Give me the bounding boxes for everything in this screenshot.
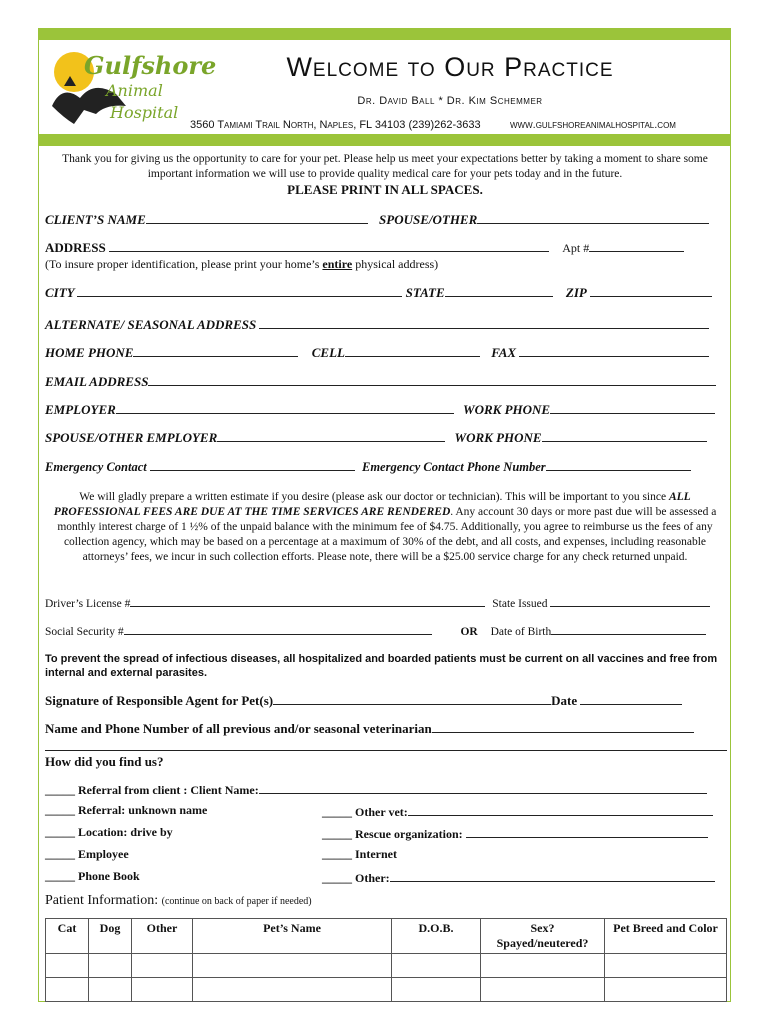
dob-field[interactable]: [551, 622, 706, 635]
col-other: Other: [132, 919, 193, 954]
table-row: [46, 978, 727, 1002]
license-label: Driver’s License #: [45, 598, 131, 610]
page-title: Welcome to Our Practice: [286, 52, 614, 82]
cell-field[interactable]: [345, 344, 480, 357]
col-dog: Dog: [89, 919, 132, 954]
or-label: OR: [460, 626, 478, 638]
spouse-employer-field[interactable]: [217, 429, 445, 442]
signature-label: Signature of Responsible Agent for Pet(s): [45, 693, 274, 708]
logo-word-3: Hospital: [110, 103, 179, 122]
emergency-phone-field[interactable]: [546, 458, 691, 471]
home-phone-field[interactable]: [133, 344, 298, 357]
practice-address: 3560 Tamiami Trail North, Naples, FL 34103 (239)262-3633: [190, 119, 481, 131]
location-row: [45, 825, 173, 840]
state-issued-field[interactable]: [550, 594, 710, 607]
vaccine-notice: To prevent the spread of infectious diseases, all hospitalized and boarded patients must be current on all vaccines and free from internal and external parasites.: [45, 653, 718, 679]
cell[interactable]: [132, 978, 193, 1002]
cell[interactable]: [605, 954, 727, 978]
spouse-employer-row: [45, 429, 725, 446]
date-label: Date: [551, 693, 578, 708]
dob-label: Date of Birth: [490, 626, 552, 638]
prev-vet-field-2[interactable]: [45, 738, 727, 751]
cell[interactable]: [193, 954, 392, 978]
rescue-row: [322, 825, 708, 842]
checkbox-location[interactable]: _____: [45, 825, 75, 839]
state-label: STATE: [405, 285, 445, 300]
date-field[interactable]: [580, 692, 682, 705]
city-row: [45, 284, 725, 301]
estimate-paragraph: [45, 490, 725, 565]
checkbox-other-vet[interactable]: _____: [322, 805, 352, 819]
prev-vet-row: [45, 720, 694, 737]
work-phone2-field[interactable]: [542, 429, 707, 442]
found-us-question: How did you find us?: [45, 754, 164, 769]
cell-label: CELL: [311, 345, 345, 360]
spouse-field[interactable]: [477, 211, 709, 224]
phone-book-row: [45, 869, 140, 884]
state-issued-label: State Issued: [492, 598, 548, 610]
emergency-contact-label: Emergency Contact: [45, 460, 147, 474]
patient-info-title: Patient Information:: [45, 893, 159, 908]
address-row: [45, 239, 725, 256]
other-field[interactable]: [390, 869, 715, 882]
work-phone-label: WORK PHONE: [463, 402, 551, 417]
client-name-row: [45, 211, 725, 228]
signature-row: [45, 692, 682, 709]
header-green-bar: [38, 134, 731, 146]
address-note-emphasis: entire: [322, 257, 353, 271]
estimate-text-c: . Any account 30 days or more past due will be assessed a monthly interest charge of 1 ½% of the unpaid balance with the minimum fee of $4.75. Additionally, you agree to reimburse us the fees of any collection agency, which may be based on a percentage at a maximum of 30% of the debt, and all costs, and expenses, including reasonable attorneys’ fees, we incur in such collection efforts. Please note, there will be a $25.00 service charge for any check returned unpaid.: [57, 506, 717, 563]
referral-unknown-row: [45, 803, 207, 818]
patient-info-note: (continue on back of paper if needed): [161, 896, 312, 907]
emergency-row: [45, 458, 725, 475]
checkbox-internet[interactable]: _____: [322, 847, 352, 861]
doctors-line: Dr. David Ball * Dr. Kim Schemmer: [357, 95, 543, 107]
col-pet-name: Pet’s Name: [193, 919, 392, 954]
ssn-row: [45, 622, 706, 638]
signature-field[interactable]: [273, 692, 551, 705]
cell[interactable]: [481, 954, 605, 978]
cell[interactable]: [392, 954, 481, 978]
phone-book-label: Phone Book: [78, 869, 140, 883]
city-label: CITY: [45, 285, 75, 300]
other-vet-label: Other vet:: [355, 805, 408, 819]
address-note-pre: (To insure proper identification, please print your home’s: [45, 257, 323, 271]
license-field[interactable]: [130, 594, 485, 607]
rescue-label: Rescue organization:: [355, 827, 463, 841]
cell[interactable]: [46, 954, 89, 978]
checkbox-employee[interactable]: _____: [45, 847, 75, 861]
other-vet-row: [322, 803, 713, 820]
client-name-label: CLIENT’S NAME: [45, 212, 146, 227]
alternate-address-label: ALTERNATE/ SEASONAL ADDRESS: [45, 317, 257, 332]
col-cat: Cat: [46, 919, 89, 954]
cell[interactable]: [89, 978, 132, 1002]
zip-label: ZIP: [565, 285, 587, 300]
address-field[interactable]: [109, 239, 549, 252]
emergency-phone-label: Emergency Contact Phone Number: [361, 460, 546, 474]
logo-word-1: Gulfshore: [84, 51, 217, 80]
checkbox-rescue[interactable]: _____: [322, 827, 352, 841]
hospital-logo: [44, 46, 217, 132]
address-label: ADDRESS: [45, 240, 106, 255]
alternate-address-row: [45, 316, 725, 333]
address-line: [190, 119, 730, 131]
license-row: [45, 594, 710, 610]
spouse-employer-label: SPOUSE/OTHER EMPLOYER: [45, 430, 218, 445]
work-phone2-label: WORK PHONE: [454, 430, 542, 445]
table-row: [46, 954, 727, 978]
cell[interactable]: [605, 978, 727, 1002]
home-phone-label: HOME PHONE: [45, 345, 134, 360]
employee-label: Employee: [78, 847, 129, 861]
referral-unknown-label: Referral: unknown name: [78, 803, 208, 817]
prev-vet-label: Name and Phone Number of all previous and/or seasonal veterinarian: [45, 721, 432, 736]
alternate-address-field[interactable]: [259, 316, 709, 329]
spouse-label: SPOUSE/OTHER: [379, 212, 478, 227]
address-note: [45, 257, 438, 272]
rescue-field[interactable]: [466, 825, 708, 838]
fax-label: FAX: [491, 345, 517, 360]
checkbox-other[interactable]: _____: [322, 871, 352, 885]
fax-field[interactable]: [519, 344, 709, 357]
estimate-text-a: We will gladly prepare a written estimate if you desire (please ask our doctor or technician). This will be important to you since: [79, 491, 669, 503]
estimate-text-bold: ALL PROFESSIONAL FEES ARE DUE AT THE TIME SERVICES ARE RENDERED: [53, 491, 691, 518]
referral-client-row: [45, 781, 707, 798]
internet-label: Internet: [355, 847, 397, 861]
state-field[interactable]: [445, 284, 553, 297]
cell[interactable]: [132, 954, 193, 978]
intro-text: Thank you for giving us the opportunity to care for your pet. Please help us meet your expectations better by taking a moment to share some important information we will use to provide quality medical care for your pets today and in the future.: [62, 153, 708, 180]
zip-field[interactable]: [590, 284, 712, 297]
patient-info-heading: [45, 893, 312, 909]
checkbox-referral-client[interactable]: _____: [45, 783, 75, 797]
other-row: [322, 869, 715, 886]
emergency-contact-field[interactable]: [150, 458, 355, 471]
cell[interactable]: [46, 978, 89, 1002]
client-name-referral-field[interactable]: [259, 781, 707, 794]
employer-label: EMPLOYER: [45, 402, 116, 417]
cell[interactable]: [89, 954, 132, 978]
apt-label: Apt #: [562, 241, 590, 255]
work-phone-field[interactable]: [550, 401, 715, 414]
city-field[interactable]: [77, 284, 402, 297]
other-label: Other:: [355, 871, 390, 885]
address-note-post: physical address): [352, 257, 439, 271]
col-sex: Sex? Spayed/neutered?: [481, 919, 605, 954]
employee-row: [45, 847, 129, 862]
email-field[interactable]: [148, 373, 716, 386]
cell[interactable]: [193, 978, 392, 1002]
cell[interactable]: [481, 978, 605, 1002]
practice-website: www.gulfshoreanimalhospital.com: [510, 119, 676, 131]
location-label: Location: drive by: [78, 825, 173, 839]
cell[interactable]: [392, 978, 481, 1002]
patient-table-header: [46, 919, 727, 954]
employer-row: [45, 401, 725, 418]
apt-field[interactable]: [589, 239, 684, 252]
checkbox-phone-book[interactable]: _____: [45, 869, 75, 883]
ssn-label: Social Security #: [45, 626, 124, 638]
logo-word-2: Animal: [106, 81, 163, 100]
col-dob: D.O.B.: [392, 919, 481, 954]
print-notice: PLEASE PRINT IN ALL SPACES.: [287, 182, 483, 197]
client-name-field[interactable]: [146, 211, 368, 224]
prev-vet-field[interactable]: [432, 720, 694, 733]
other-vet-field[interactable]: [408, 803, 713, 816]
patient-table: [45, 918, 727, 1002]
col-breed-color: Pet Breed and Color: [605, 919, 727, 954]
ssn-field[interactable]: [124, 622, 432, 635]
referral-client-label: Referral from client : Client Name:: [78, 783, 259, 797]
checkbox-referral-unknown[interactable]: _____: [45, 803, 75, 817]
email-label: EMAIL ADDRESS: [45, 374, 149, 389]
internet-row: [322, 847, 397, 862]
email-row: [45, 373, 725, 390]
phone-row: [45, 344, 725, 361]
employer-field[interactable]: [116, 401, 454, 414]
